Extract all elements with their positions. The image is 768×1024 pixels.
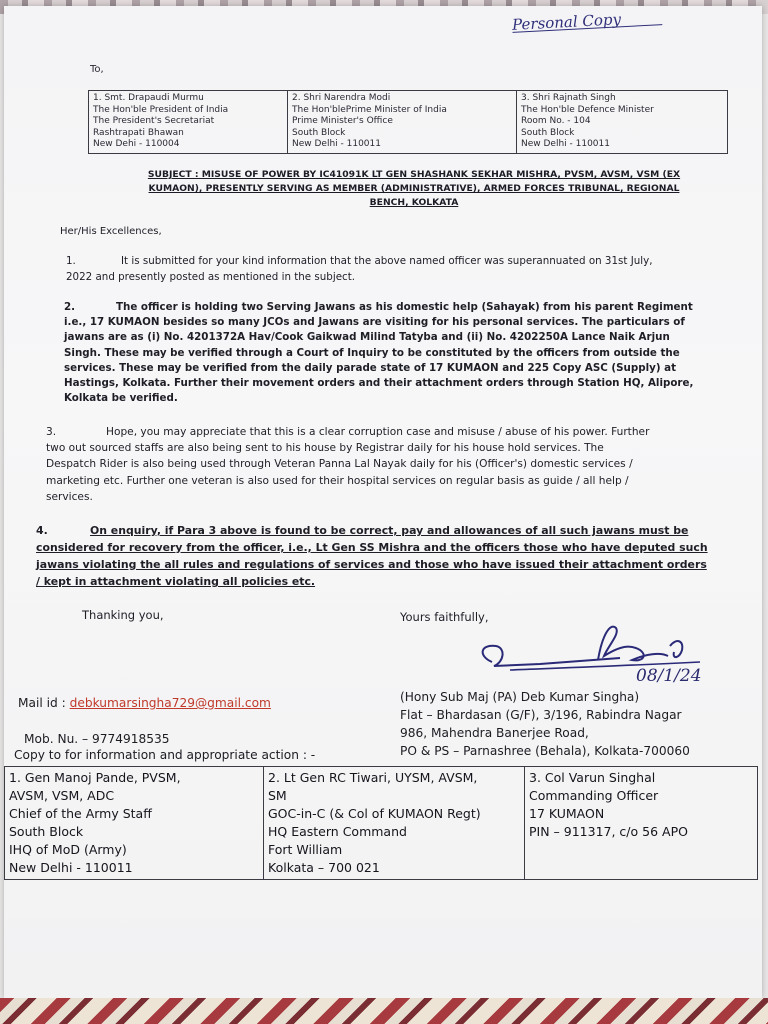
copy-to-1-line: South Block	[9, 824, 84, 839]
subject-line: KUMAON), PRESENTLY SERVING AS MEMBER (ADMINISTRATIVE), ARMED FORCES TRIBUNAL, REGIONAL	[148, 183, 680, 194]
paragraph-line: two out sourced staffs are also being sent to his house by Registrar daily for his house hold services. The	[46, 442, 604, 455]
addressee-row	[89, 91, 728, 154]
copy-to-row	[5, 767, 758, 880]
paragraph-line: services.	[46, 490, 93, 503]
copy-to-3-line: 17 KUMAON	[529, 806, 605, 821]
paragraph-number: 2.	[64, 301, 76, 313]
copy-to-3-line: Commanding Officer	[529, 788, 659, 803]
subject-line: SUBJECT : MISUSE OF POWER BY IC41091K LT GEN SHASHANK SEKHAR MISHRA, PVSM, AVSM, VSM (EX	[147, 169, 681, 180]
thanking-you: Thanking you,	[82, 608, 164, 622]
copy-to-2-line: 2. Lt Gen RC Tiwari, UYSM, AVSM,	[268, 770, 478, 785]
copy-to-cell-3	[525, 767, 758, 880]
addressee-1-line: The Hon'ble President of India	[93, 104, 229, 115]
addressee-2-line: New Delhi - 110011	[292, 139, 381, 149]
sender-name: (Hony Sub Maj (PA) Deb Kumar Singha)	[400, 690, 640, 704]
paragraph-line: jawans are as (i) No. 4201372A Hav/Cook Gaikwad Milind Tatyba and (ii) No. 4202250A Lance Naik Arjun	[64, 331, 670, 344]
paragraph-line: i.e., 17 KUMAON besides so many JCOs and Jawans are visiting for his personal services. The particulars of	[64, 316, 685, 329]
addressee-3-line: 3. Shri Rajnath Singh	[521, 93, 616, 103]
paragraph-line: It is submitted for your kind information that the above named officer was superannuated on 31st July,	[121, 255, 653, 267]
background-bottom-pattern	[0, 998, 768, 1024]
yours-faithfully: Yours faithfully,	[400, 610, 489, 624]
paragraph-line: Hastings, Kolkata. Further their movement orders and their attachment orders through Station HQ, Alipore,	[64, 377, 694, 390]
copy-to-cell-1	[5, 767, 264, 880]
addressee-3-line: New Delhi - 110011	[521, 139, 610, 149]
paragraph-line: / kept in attachment violating all policies etc.	[36, 575, 316, 588]
addressee-2-line: The Hon'blePrime Minister of India	[292, 104, 447, 115]
copy-to-1-line: Chief of the Army Staff	[9, 806, 152, 821]
sender-block	[400, 688, 690, 760]
paragraph-line: 2022 and presently posted as mentioned in the subject.	[66, 270, 356, 283]
subject-block	[74, 168, 754, 210]
paragraph-4	[36, 522, 762, 590]
copy-to-3-line: 3. Col Varun Singhal	[529, 770, 656, 785]
salutation: Her/His Excellences,	[60, 226, 162, 237]
addressee-3-line: The Hon'ble Defence Minister	[521, 104, 654, 115]
paragraph-line: The officer is holding two Serving Jawans as his domestic help (Sahayak) from his parent Regiment	[116, 301, 693, 313]
paragraph-line: jawans violating the all rules and regulations of services and those who have issued their attachment orders	[36, 558, 707, 571]
copy-to-1-line: 1. Gen Manoj Pande, PVSM,	[9, 770, 181, 785]
mail-line	[18, 696, 271, 710]
copy-to-1-line: IHQ of MoD (Army)	[9, 842, 127, 857]
sender-address-line: PO & PS – Parnashree (Behala), Kolkata-700060	[400, 744, 690, 758]
addressee-cell-1	[89, 91, 288, 154]
copy-to-table	[4, 766, 758, 880]
sender-address-line: Flat – Bhardasan (G/F), 3/196, Rabindra Nagar	[400, 708, 682, 722]
subject-line: BENCH, KOLKATA	[369, 197, 459, 208]
paragraph-line: Kolkata be verified.	[64, 392, 178, 405]
paragraph-line: On enquiry, if Para 3 above is found to be correct, pay and allowances of all such jawans must be	[90, 524, 689, 537]
addressee-1-line: New Dehi - 110004	[93, 139, 180, 149]
addressee-3-line: Room No. - 104	[521, 116, 591, 126]
mobile-number: Mob. Nu. – 9774918535	[24, 732, 170, 746]
to-label: To,	[90, 64, 104, 75]
addressee-1-line: The President's Secretariat	[93, 116, 215, 126]
addressee-cell-2	[288, 91, 517, 154]
copy-to-2-line: HQ Eastern Command	[268, 824, 407, 839]
addressee-1-line: Rashtrapati Bhawan	[93, 127, 184, 138]
copy-to-3-line: PIN – 911317, c/o 56 APO	[529, 824, 688, 839]
copy-to-1-line: New Delhi - 110011	[9, 860, 133, 875]
addressee-1-line: 1. Smt. Drapaudi Murmu	[93, 93, 204, 103]
letter-page	[4, 6, 762, 998]
paragraph-number: 4.	[36, 524, 48, 537]
paragraph-line: services. These may be verified from the daily parade state of 17 KUMAON and 225 Copy ASC (Supply) at	[64, 361, 676, 374]
paragraph-number: 1.	[66, 255, 76, 267]
addressee-2-line: South Block	[292, 127, 346, 138]
personal-copy-handwritten-note	[512, 8, 663, 33]
addressee-cell-3	[517, 91, 728, 154]
paragraph-line: considered for recovery from the officer, i.e., Lt Gen SS Mishra and the officers those who have deputed such	[36, 541, 708, 554]
addressee-2-line: Prime Minister's Office	[292, 116, 393, 126]
copy-to-2-line: Kolkata – 700 021	[268, 860, 380, 875]
mail-label: Mail id :	[18, 696, 66, 710]
paragraph-line: Despatch Rider is also being used through Veteran Panna Lal Nayak daily for his (Officer's) domestic services /	[46, 458, 633, 471]
paragraph-1	[66, 254, 756, 285]
copy-to-2-line: GOC-in-C (& Col of KUMAON Regt)	[268, 806, 481, 821]
sender-address-line: 986, Mahendra Banerjee Road,	[400, 726, 589, 740]
email-link[interactable]: debkumarsingha729@gmail.com	[69, 696, 271, 710]
paragraph-line: Singh. These may be verified through a Court of Inquiry to be constituted by the officers from outside the	[64, 346, 680, 359]
paragraph-2	[64, 300, 754, 406]
paragraph-3	[46, 424, 758, 505]
paragraph-number: 3.	[46, 426, 57, 438]
copy-to-cell-2	[264, 767, 525, 880]
paragraph-line: marketing etc. Further one veteran is also used for their hospital services on regular basis as guide / all help /	[46, 474, 629, 487]
copy-to-heading-text: Copy to for information and appropriate action : -	[14, 748, 316, 762]
addressee-3-line: South Block	[521, 127, 575, 138]
signature-date: 08/1/24	[636, 666, 702, 686]
addressee-table	[88, 90, 728, 154]
copy-to-2-line: SM	[268, 788, 287, 803]
addressee-2-line: 2. Shri Narendra Modi	[292, 93, 391, 103]
copy-to-heading	[14, 748, 315, 762]
copy-to-2-line: Fort William	[268, 842, 343, 857]
personal-copy-text: Personal Copy	[511, 10, 622, 34]
copy-to-1-line: AVSM, VSM, ADC	[9, 788, 115, 803]
paragraph-line: Hope, you may appreciate that this is a clear corruption case and misuse / abuse of his power. Further	[106, 426, 650, 438]
